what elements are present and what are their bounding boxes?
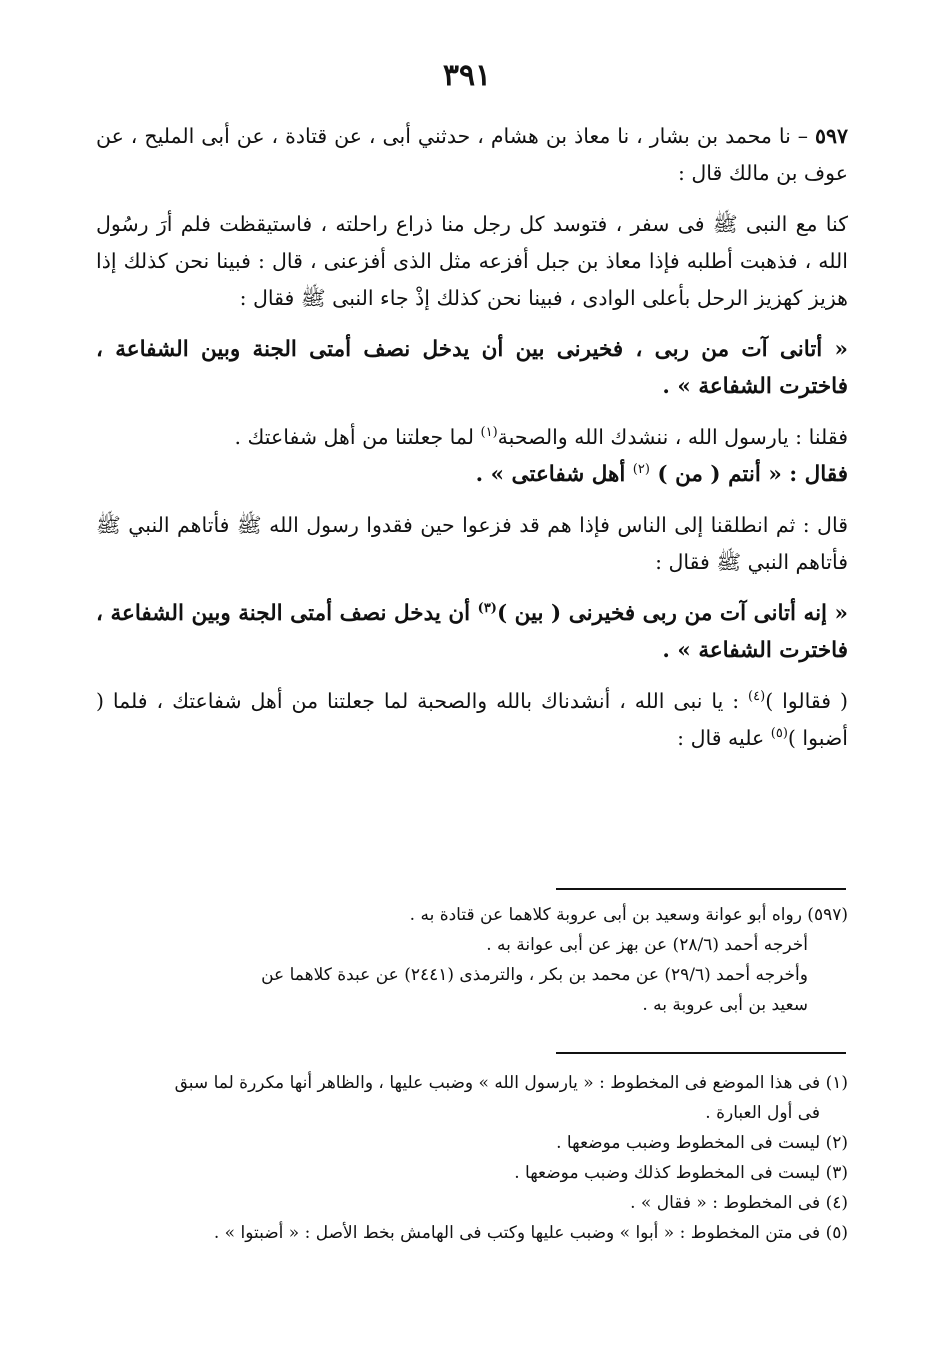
narration-paragraph-4 (96, 683, 848, 757)
takhrij-line: أخرجه أحمد (٢٨/٦) عن بهز عن أبى عوانة به . (486, 935, 808, 955)
quote-text: « إنه أتانى آت من ربى فخيرنى ( بين ) (496, 601, 848, 626)
footnote-2: (٢) ليست فى المخطوط وضبب موضعها . (556, 1133, 848, 1153)
footnote-divider (556, 888, 846, 890)
hadith-number: ٥٩٧ (814, 124, 848, 148)
narration-text: ( فقالوا ) (765, 689, 848, 713)
narration-text: : يا نبى الله ، أنشدناك بالله والصحبة لما جعلتنا من أهل شفاعتك ، فلما ( أضبوا ) (96, 689, 848, 750)
footnote-4: (٤) فى المخطوط : « فقال » . (630, 1193, 848, 1213)
footnote-5: (٥) فى متن المخطوط : « أبوا » وضبب عليها وكتب فى الهامش بخط الأصل : « أضبتوا » . (213, 1223, 848, 1243)
takhrij-line: (٥٩٧) رواه أبو عوانة وسعيد بن أبى عروبة كلاهما عن قتادة به . (409, 905, 848, 925)
narration-paragraph-1: كنا مع النبى ﷺ فى سفر ، فتوسد كل رجل منا ذراع راحلته ، فاستيقظت فلم أرَ رسُول الله ، فذهبت أطلبه فإذا معاذ بن جبل أفزعه مثل الذى أفزعنى ، قال : فبينا نحن كذلك إذا هزيز كهزيز الرحل بأعلى الوادى ، فبينا نحن كذلك إذْ جاء النبى ﷺ فقال : (96, 212, 848, 310)
footnote-3: (٣) ليست فى المخطوط كذلك وضبب موضعها . (514, 1163, 848, 1183)
prophet-quote-2 (96, 595, 848, 669)
footnote-divider (556, 1052, 846, 1054)
main-text (96, 118, 848, 771)
footnote-1: (١) فى هذا الموضع فى المخطوط : « يارسول الله » وضبب عليها ، والظاهر أنها مكررة لما سبق (174, 1073, 848, 1093)
isnad-text: – نا محمد بن بشار ، نا معاذ بن هشام ، حدثني أبى ، عن قتادة ، عن أبى المليح ، عن عوف بن مالك قال : (96, 124, 848, 185)
footnotes (96, 1068, 848, 1248)
page-number: ٣٩١ (442, 58, 492, 93)
prophet-reply-text: فقال : « أنتم ( من ) (649, 462, 848, 487)
takhrij-notes (96, 900, 848, 1020)
footnote-ref-1: (١) (480, 425, 498, 441)
prophet-quote-1: « أتانى آت من ربى ، فخيرنى بين أن يدخل نصف أمتى الجنة وبين الشفاعة ، فاخترت الشفاعة » . (96, 337, 848, 399)
narration-text: لما جعلتنا من أهل شفاعتك . (234, 425, 481, 449)
narration-paragraph-2 (96, 419, 848, 493)
isnad-paragraph (96, 118, 848, 192)
narration-text: عليه قال : (677, 726, 771, 750)
narration-text: فقلنا : يارسول الله ، ننشدك الله والصحبة (497, 425, 848, 449)
takhrij-line: سعيد بن أبى عروبة به . (642, 995, 808, 1015)
footnote-ref-4: (٤) (748, 689, 766, 705)
quote-text: أن يدخل نصف أمتى الجنة وبين الشفاعة ، فاخترت الشفاعة » . (96, 601, 848, 663)
prophet-reply-text: أهل شفاعتى » . (475, 462, 633, 487)
takhrij-line: وأخرجه أحمد (٢٩/٦) عن محمد بن بكر ، والترمذى (٢٤٤١) عن عبدة كلاهما عن (261, 965, 808, 985)
footnote-ref-5: (٥) (770, 726, 788, 742)
footnote-ref-3: (٣) (477, 600, 497, 616)
footnote-1-continued: فى أول العبارة . (705, 1103, 820, 1123)
narration-paragraph-3: قال : ثم انطلقنا إلى الناس فإذا هم قد فزعوا حين فقدوا رسول الله ﷺ فأتاهم النبي ﷺ فأتاهم النبي ﷺ فقال : (96, 513, 848, 574)
footnote-ref-2: (٢) (632, 462, 650, 478)
